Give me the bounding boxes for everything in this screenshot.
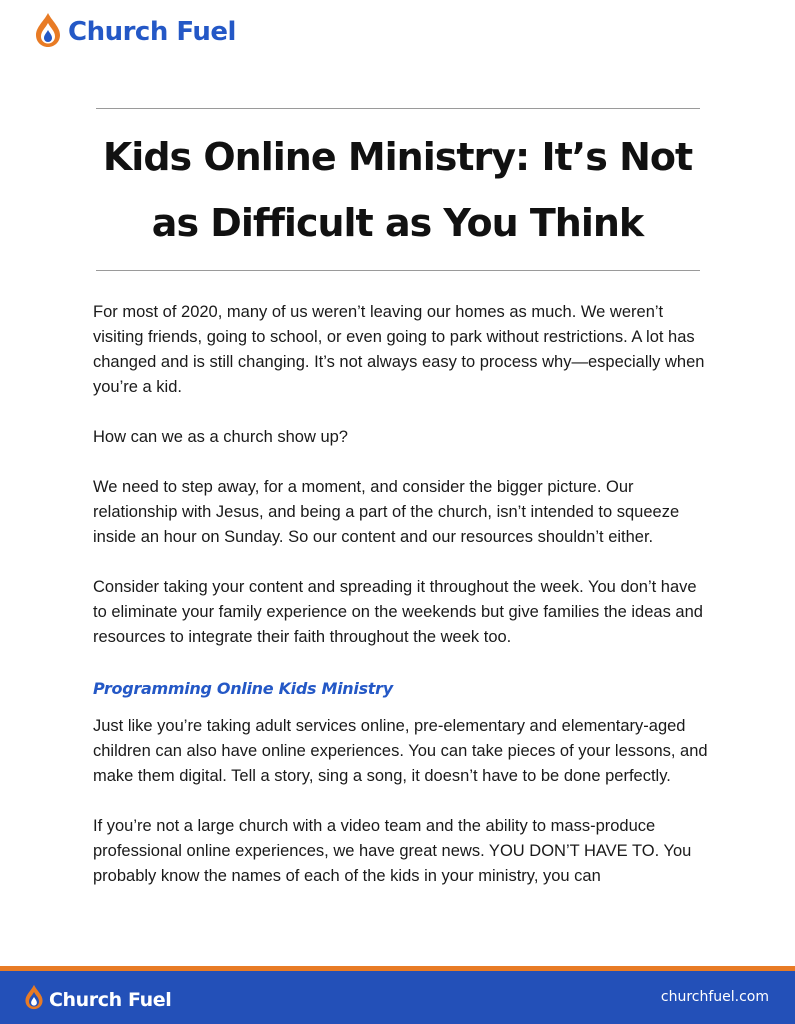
paragraph: Just like you’re taking adult services online, pre-elementary and elementary-aged children can also have online experiences. You can take pieces of your lessons, and make them digital. Tell a story, sing a song, it doesn’t have to be done perfectly. [93, 717, 708, 785]
title-line-1: Kids Online Ministry: It’s Not [102, 135, 693, 179]
paragraph: For most of 2020, many of us weren’t leaving our homes as much. We weren’t visiting friends, going to school, or even going to park without restrictions. A lot has changed and is still changing. It’s not always easy to process why—especially when you’re a kid. [93, 303, 705, 396]
footer-url-link[interactable]: churchfuel.com [660, 989, 769, 1005]
paragraph: Consider taking your content and spreading it throughout the week. You don’t have to eliminate your family experience on the weekends but give families the ideas and resources to integrate their faith throughout the week too. [93, 578, 703, 646]
footer-brand-name: Church Fuel [49, 988, 172, 1011]
title-line-2: as Difficult as You Think [151, 201, 644, 245]
page-footer [0, 966, 795, 1024]
section-heading: Programming Online Kids Ministry [93, 679, 393, 698]
brand-name: Church Fuel [68, 17, 236, 47]
paragraph: If you’re not a large church with a video team and the ability to mass-produce professional online experiences, we have great news. YOU DON’T HAVE TO. You probably know the names of each of the kids in your ministry, you can [93, 817, 692, 885]
footer-logo[interactable] [24, 984, 171, 1015]
paragraph: How can we as a church show up? [93, 428, 348, 446]
title-rule-bottom [96, 270, 700, 271]
article-body [93, 300, 713, 889]
paragraph: We need to step away, for a moment, and consider the bigger picture. Our relationship with Jesus, and being a part of the church, isn’t intended to squeeze inside an hour on Sunday. So our content and our resources shouldn’t either. [93, 478, 680, 546]
flame-drop-icon [34, 12, 62, 53]
header-logo[interactable] [34, 12, 236, 52]
flame-drop-icon [24, 984, 44, 1015]
article-title [60, 124, 735, 256]
title-rule-top [96, 108, 700, 109]
